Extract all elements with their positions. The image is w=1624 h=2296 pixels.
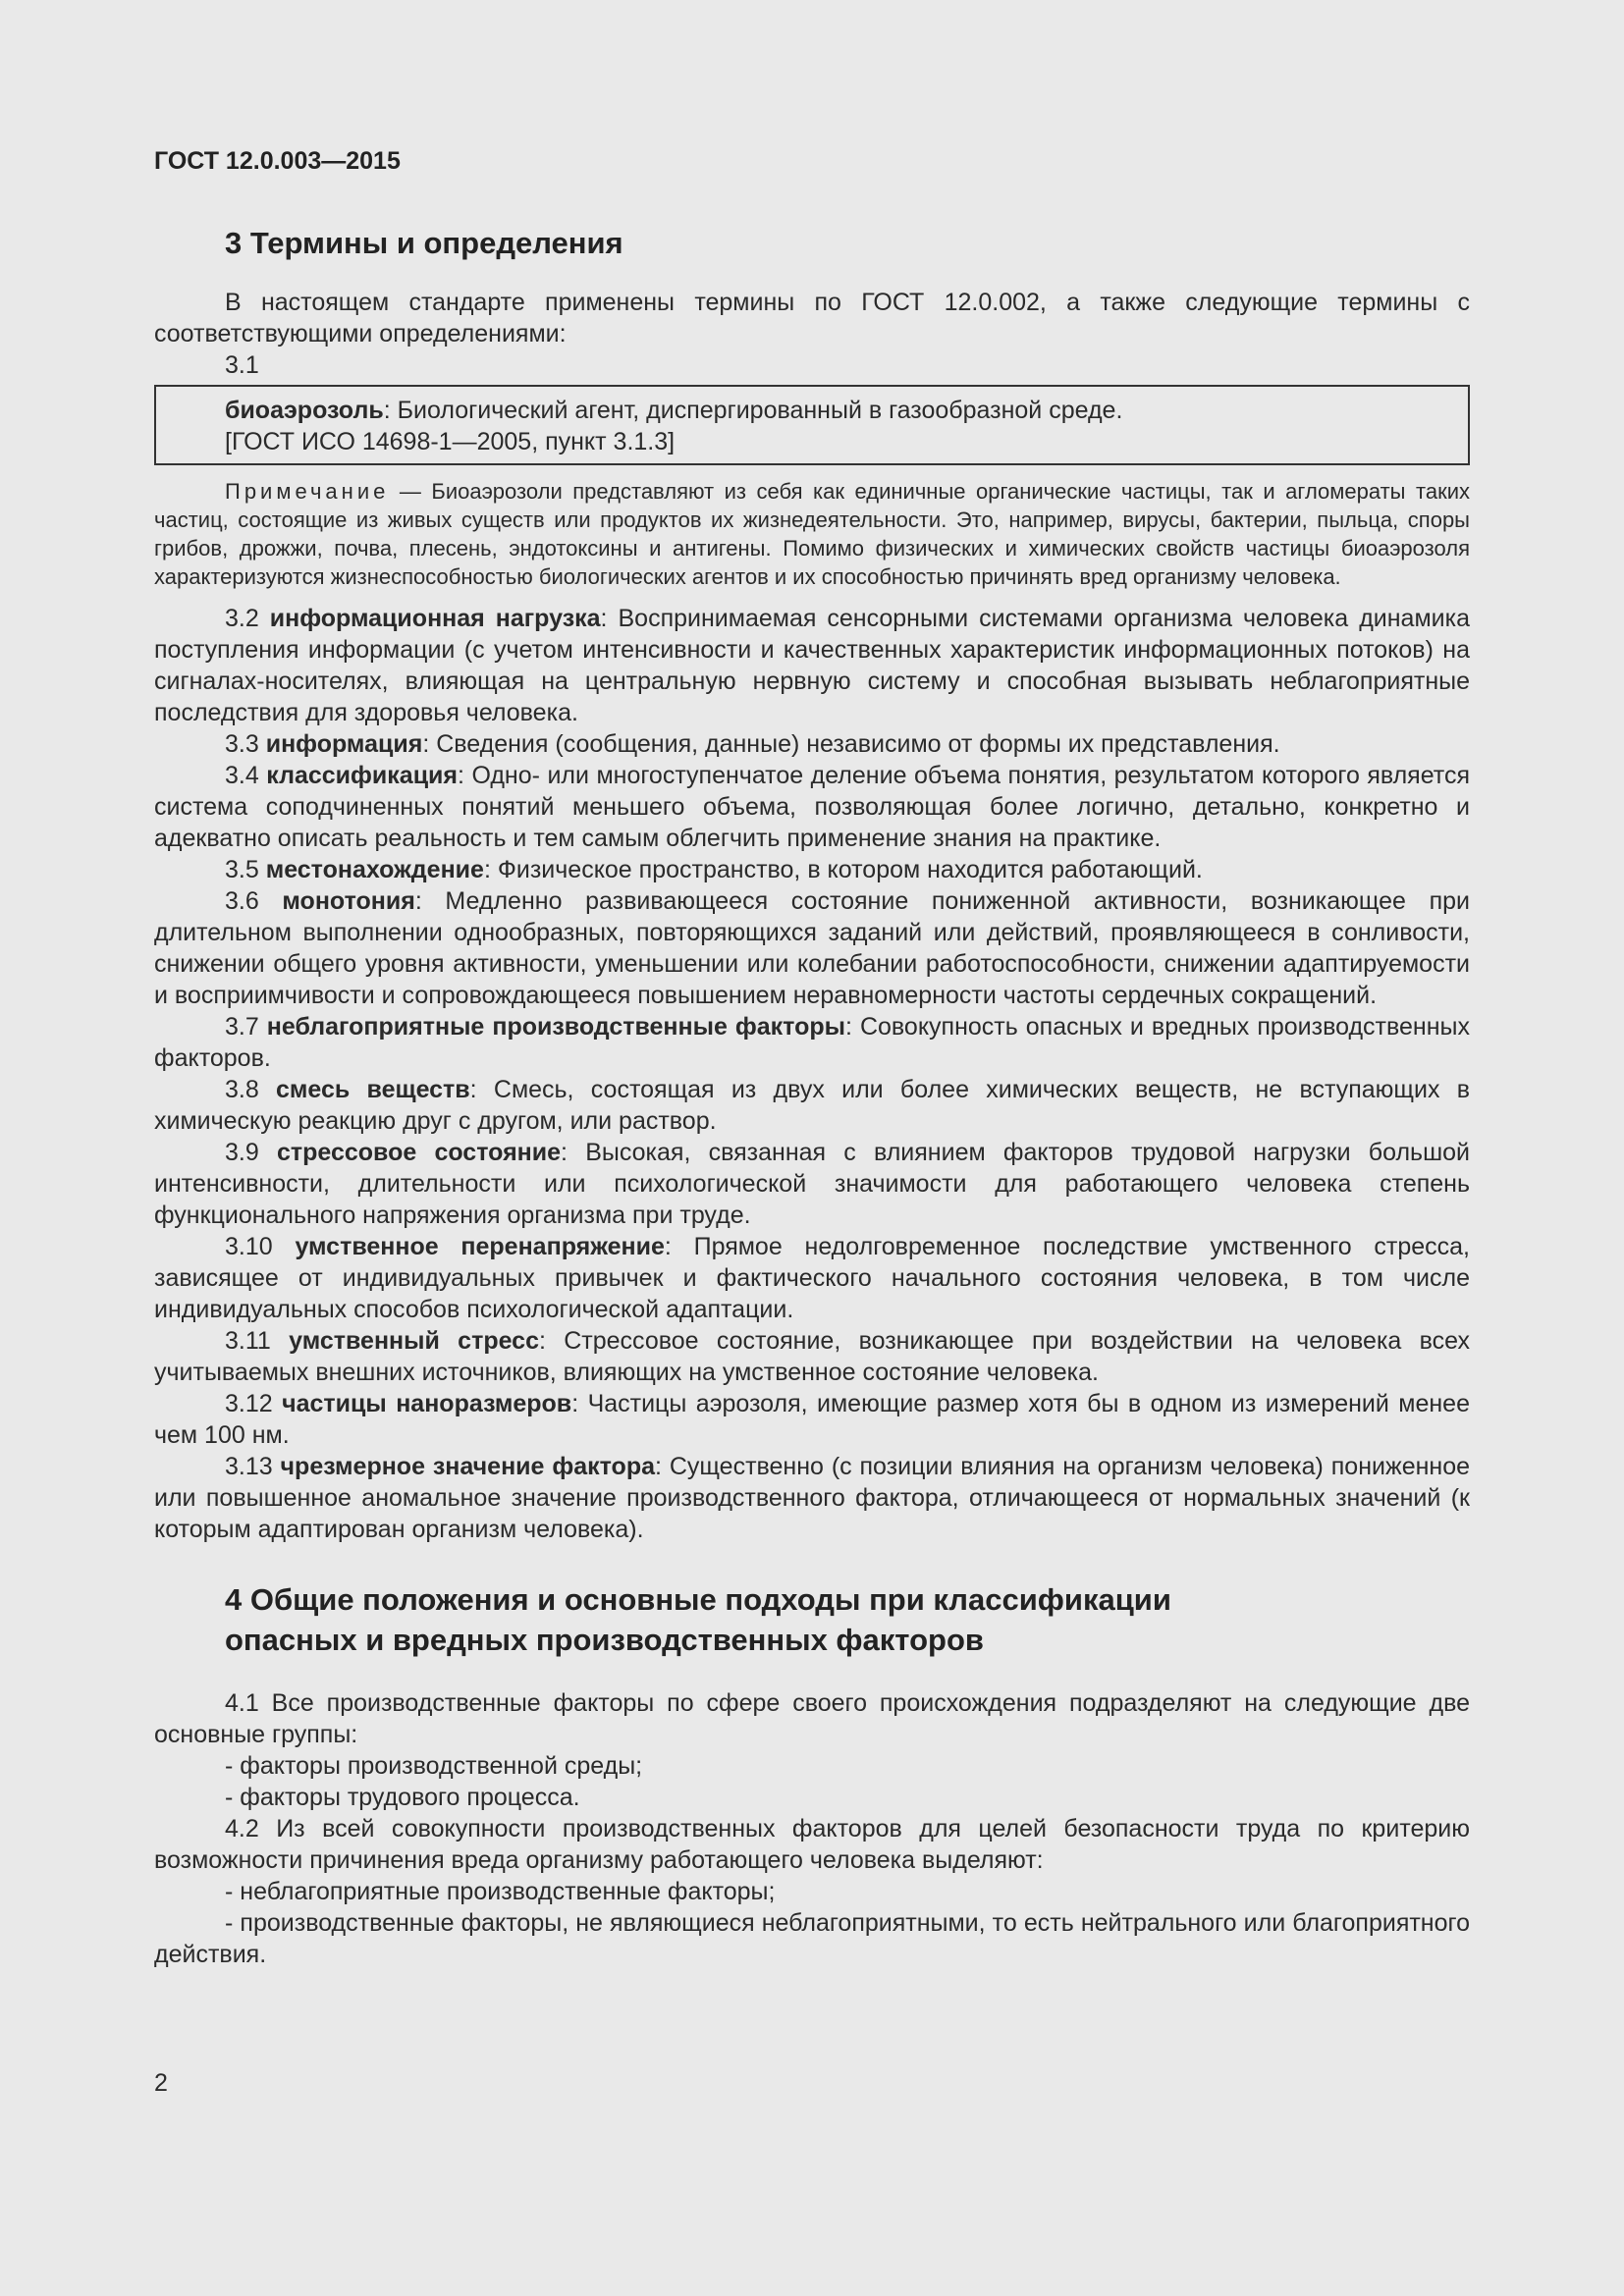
term-definition: : Смесь, состоящая из двух или более химических веществ, не вступающих в химическую реакцию друг с другом, или раствор. bbox=[154, 1076, 1470, 1136]
list-item: - факторы производственной среды; bbox=[225, 1751, 643, 1780]
definition-box bbox=[154, 385, 1470, 465]
term-name: стрессовое состояние bbox=[276, 1139, 562, 1167]
note-text: — Биоаэрозоли представляют из себя как единичные органические частицы, так и агломераты таких частиц, состоящие из живых существ или продуктов их жизнедеятельности. Это, например, вирусы, бактерии, пыльца, споры грибов, дрожжи, почва, плесень, эндотоксины и антигены. Помимо физических и химических свойств частицы биоаэрозоля характеризуются жизнеспособностью биологических агентов и их способностью причинять вред организму человека. bbox=[154, 479, 1470, 590]
term-name: чрезмерное значение фактора bbox=[280, 1453, 655, 1481]
term-bioaerosol-definition: : Биологический агент, диспергированный в газообразной среде. bbox=[383, 397, 1123, 425]
list-item: - факторы трудового процесса. bbox=[225, 1783, 580, 1811]
term-definition: : Сведения (сообщения, данные) независимо от формы их представления. bbox=[422, 730, 1280, 759]
term-number: 3.3 bbox=[225, 730, 266, 759]
clause-4-1: 4.1 Все производственные факторы по сфере своего происхождения подразделяют на следующие две основные группы: bbox=[154, 1688, 1470, 1748]
term-definition: : Медленно развивающееся состояние пониженной активности, возникающее при длительном выполнении однообразных, повторяющихся заданий или действий, проявляющееся в сонливости, снижении общего уровня активности, уменьшении или колебании работоспособности, снижении адаптируемости и восприимчивости и сопровождающееся повышением неравномерности частоты сердечных сокращений. bbox=[154, 887, 1470, 1010]
term-number: 3.8 bbox=[225, 1076, 277, 1104]
term-3-1-number: 3.1 bbox=[225, 351, 259, 380]
term-name: частицы наноразмеров bbox=[282, 1390, 572, 1418]
section-3-title: 3 Термины и определения bbox=[225, 226, 623, 260]
section-3-intro: В настоящем стандарте применены термины по ГОСТ 12.0.002, а также следующие термины с соответствующими определениями: bbox=[154, 289, 1470, 348]
document-header: ГОСТ 12.0.003—2015 bbox=[154, 147, 401, 175]
term-name: неблагоприятные производственные факторы bbox=[266, 1013, 845, 1041]
term-definition: : Физическое пространство, в котором находится работающий. bbox=[483, 856, 1203, 884]
term-entry bbox=[154, 1388, 1470, 1451]
term-name: классификация bbox=[266, 762, 459, 790]
term-number: 3.12 bbox=[225, 1390, 283, 1418]
term-number: 3.4 bbox=[225, 762, 267, 790]
term-number: 3.13 bbox=[225, 1453, 281, 1481]
term-entry bbox=[154, 1231, 1470, 1325]
term-number: 3.11 bbox=[225, 1327, 290, 1356]
term-definition: : Существенно (с позиции влияния на организм человека) пониженное или повышенное аномальное значение производственного фактора, отличающееся от нормальных значений (к которым адаптирован организм человека). bbox=[154, 1453, 1471, 1544]
term-definition: : Частицы аэрозоля, имеющие размер хотя бы в одном из измерений менее чем 100 нм. bbox=[154, 1390, 1470, 1450]
term-number: 3.2 bbox=[225, 605, 270, 633]
clause-4-2: 4.2 Из всей совокупности производственных факторов для целей безопасности труда по критерию возможности причинения вреда организму работающего человека выделяют: bbox=[154, 1814, 1470, 1874]
term-bioaerosol: биоаэрозоль bbox=[225, 397, 384, 425]
term-name: информационная нагрузка bbox=[269, 605, 601, 633]
term-definition: : Стрессовое состояние, возникающее при воздействии на человека всех учитываемых внешних источников, влияющих на умственное состояние человека. bbox=[154, 1327, 1471, 1387]
definition-line bbox=[225, 395, 1452, 426]
note bbox=[154, 477, 1470, 591]
term-number: 3.7 bbox=[225, 1013, 267, 1041]
term-definition: : Одно- или многоступенчатое деление объема понятия, результатом которого является система соподчиненных понятий меньшего объема, позволяющая более логично, детально, конкретно и адекватно описать реальность и тем самым облегчить применение знания на практике. bbox=[154, 762, 1471, 853]
list-item-multiline: - производственные факторы, не являющиеся неблагоприятными, то есть нейтрального или благоприятного действия. bbox=[154, 1908, 1470, 1968]
section-4-title-line-1: 4 Общие положения и основные подходы при классификации bbox=[225, 1582, 1171, 1618]
term-name: смесь веществ bbox=[276, 1076, 470, 1104]
term-name: местонахождение bbox=[265, 856, 484, 884]
page-content bbox=[154, 224, 1470, 1970]
page-number: 2 bbox=[154, 2069, 168, 2097]
term-entry bbox=[154, 1325, 1470, 1388]
term-entry bbox=[154, 728, 1470, 760]
term-name: умственное перенапряжение bbox=[295, 1233, 665, 1261]
term-name: информация bbox=[265, 730, 423, 759]
note-label: Примечание bbox=[225, 479, 390, 505]
list-item: - неблагоприятные производственные факторы; bbox=[225, 1877, 776, 1905]
term-entry bbox=[154, 1137, 1470, 1231]
term-definition: : Прямое недолговременное последствие умственного стресса, зависящее от индивидуальных привычек и фактического начального состояния человека, в том числе индивидуальных способов психологической адаптации. bbox=[154, 1233, 1471, 1324]
section-4-title bbox=[225, 1580, 1470, 1660]
term-definition: : Высокая, связанная с влиянием факторов трудовой нагрузки большой интенсивности, длительности или психологической значимости для работающего человека степень функционального напряжения организма при труде. bbox=[154, 1139, 1470, 1230]
term-entry bbox=[154, 1451, 1470, 1545]
term-entry bbox=[154, 854, 1470, 885]
term-number: 3.5 bbox=[225, 856, 266, 884]
term-entry bbox=[154, 760, 1470, 854]
term-definition: : Совокупность опасных и вредных производственных факторов. bbox=[154, 1013, 1470, 1073]
term-name: монотония bbox=[282, 887, 415, 916]
term-number: 3.10 bbox=[225, 1233, 296, 1261]
section-4-title-line-2: опасных и вредных производственных факторов bbox=[225, 1622, 984, 1657]
term-name: умственный стресс bbox=[289, 1327, 539, 1356]
term-entry bbox=[154, 603, 1470, 728]
term-definition: : Воспринимаемая сенсорными системами организма человека динамика поступления информации (с учетом интенсивности и качественных характеристик информационных потоков) на сигналах-носителях, влияющая на центральную нервную систему и способная вызывать неблагоприятные последствия для здоровья человека. bbox=[154, 605, 1470, 727]
definition-reference: [ГОСТ ИСО 14698-1—2005, пункт 3.1.3] bbox=[225, 428, 676, 456]
term-entry bbox=[154, 1011, 1470, 1074]
term-number: 3.9 bbox=[225, 1139, 277, 1167]
term-number: 3.6 bbox=[225, 887, 283, 916]
term-entry bbox=[154, 885, 1470, 1011]
term-entry bbox=[154, 1074, 1470, 1137]
